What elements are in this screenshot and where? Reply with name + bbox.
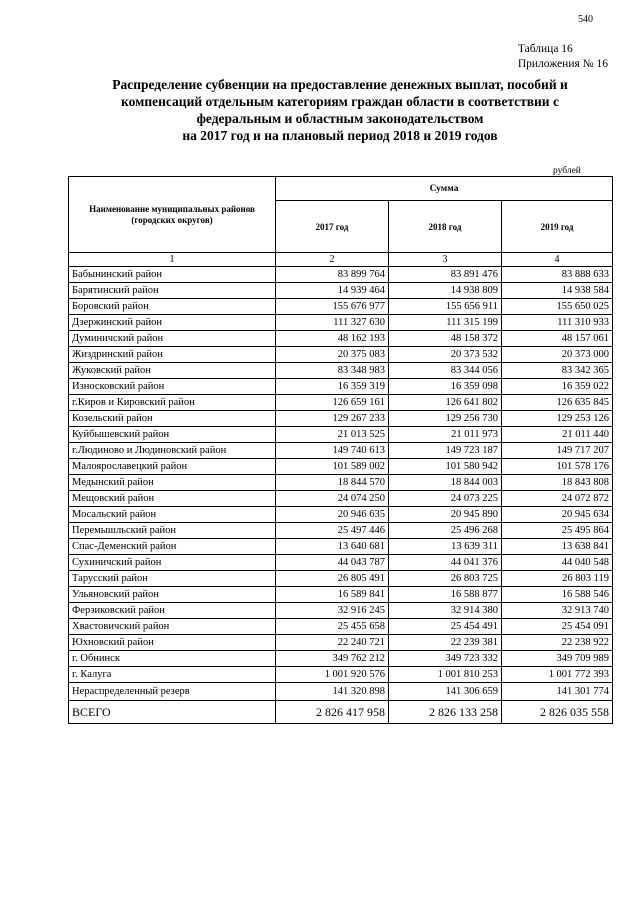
value-2017: 24 074 250 (276, 491, 389, 507)
value-2019: 22 238 922 (502, 635, 613, 651)
value-2017: 16 359 319 (276, 379, 389, 395)
value-2018: 101 580 942 (389, 459, 502, 475)
value-2017: 25 455 658 (276, 619, 389, 635)
value-2017: 83 348 983 (276, 363, 389, 379)
table-body (69, 267, 613, 683)
row-name: Жуковский район (69, 363, 276, 379)
value-2018: 20 373 532 (389, 347, 502, 363)
table-row (69, 571, 613, 587)
value-2019: 141 301 774 (502, 683, 613, 701)
table-row (69, 651, 613, 667)
row-name: Бабынинский район (69, 267, 276, 283)
value-2018: 155 656 911 (389, 299, 502, 315)
value-2017: 126 659 161 (276, 395, 389, 411)
row-name: Жиздринский район (69, 347, 276, 363)
value-2018: 22 239 381 (389, 635, 502, 651)
table-row (69, 411, 613, 427)
column-number: 2 (276, 253, 389, 267)
row-name: г. Калуга (69, 667, 276, 683)
table-row (69, 459, 613, 475)
value-2018: 13 639 311 (389, 539, 502, 555)
value-2018: 25 454 491 (389, 619, 502, 635)
table-row (69, 587, 613, 603)
value-2019: 16 359 022 (502, 379, 613, 395)
value-2017: 21 013 525 (276, 427, 389, 443)
value-2018: 16 359 098 (389, 379, 502, 395)
row-name: г.Киров и Кировский район (69, 395, 276, 411)
value-2017: 25 497 446 (276, 523, 389, 539)
value-2018: 83 891 476 (389, 267, 502, 283)
table-row (69, 555, 613, 571)
value-2019: 20 945 634 (502, 507, 613, 523)
value-2019: 18 843 808 (502, 475, 613, 491)
value-2017: 48 162 193 (276, 331, 389, 347)
table-row (69, 283, 613, 299)
value-2017: 22 240 721 (276, 635, 389, 651)
value-2017: 2 826 417 958 (276, 701, 389, 724)
appendix-label: Приложения № 16 (517, 58, 608, 70)
row-name: г. Обнинск (69, 651, 276, 667)
title-line: федеральным и областным законодательством (196, 111, 484, 126)
value-2019: 25 454 091 (502, 619, 613, 635)
value-2017: 18 844 570 (276, 475, 389, 491)
row-name: Куйбышевский район (69, 427, 276, 443)
value-2017: 20 375 083 (276, 347, 389, 363)
document-title (60, 76, 620, 144)
row-name: Юхновский район (69, 635, 276, 651)
row-name: Износковский район (69, 379, 276, 395)
table-row (69, 603, 613, 619)
table-row (69, 619, 613, 635)
table-row (69, 507, 613, 523)
value-2019: 129 253 126 (502, 411, 613, 427)
unit-label: рублей (553, 166, 581, 176)
value-2018: 21 011 973 (389, 427, 502, 443)
value-2018: 44 041 376 (389, 555, 502, 571)
table-row (69, 539, 613, 555)
value-2018: 16 588 877 (389, 587, 502, 603)
value-2018: 26 803 725 (389, 571, 502, 587)
value-2017: 83 899 764 (276, 267, 389, 283)
value-2017: 1 001 920 576 (276, 667, 389, 683)
column-header-name: Наименование муниципальных районов (городских округов) (69, 177, 276, 253)
row-name: Малоярославецкий район (69, 459, 276, 475)
value-2019: 126 635 845 (502, 395, 613, 411)
value-2017: 149 740 613 (276, 443, 389, 459)
page-number: 540 (578, 14, 593, 25)
row-name: г.Людиново и Людиновский район (69, 443, 276, 459)
table-row (69, 267, 613, 283)
row-name: Тарусский район (69, 571, 276, 587)
title-line: Распределение субвенции на предоставление денежных выплат, пособий и (112, 77, 568, 92)
table-row (69, 491, 613, 507)
row-name: ВСЕГО (69, 701, 276, 724)
value-2018: 141 306 659 (389, 683, 502, 701)
value-2019: 48 157 061 (502, 331, 613, 347)
value-2018: 14 938 809 (389, 283, 502, 299)
value-2018: 111 315 199 (389, 315, 502, 331)
value-2019: 21 011 440 (502, 427, 613, 443)
value-2019: 111 310 933 (502, 315, 613, 331)
value-2019: 101 578 176 (502, 459, 613, 475)
value-2019: 349 709 989 (502, 651, 613, 667)
table-row (69, 363, 613, 379)
value-2017: 349 762 212 (276, 651, 389, 667)
table-row (69, 427, 613, 443)
row-name: Спас-Деменский район (69, 539, 276, 555)
value-2019: 83 888 633 (502, 267, 613, 283)
value-2019: 24 072 872 (502, 491, 613, 507)
table-row (69, 299, 613, 315)
table-reference (518, 42, 608, 72)
row-name: Дзержинский район (69, 315, 276, 331)
title-line: компенсаций отдельным категориям граждан области в соответствии с (121, 94, 559, 109)
value-2018: 126 641 802 (389, 395, 502, 411)
row-name: Мещовский район (69, 491, 276, 507)
value-2017: 155 676 977 (276, 299, 389, 315)
value-2019: 25 495 864 (502, 523, 613, 539)
value-2019: 16 588 546 (502, 587, 613, 603)
value-2017: 101 589 002 (276, 459, 389, 475)
title-line: на 2017 год и на плановый период 2018 и 2019 годов (182, 128, 498, 143)
row-name: Нераспределенный резерв (69, 683, 276, 701)
table-row (69, 331, 613, 347)
value-2018: 48 158 372 (389, 331, 502, 347)
reserve-row (69, 683, 613, 701)
column-header-2017: 2017 год (276, 201, 389, 253)
value-2017: 141 320 898 (276, 683, 389, 701)
value-2017: 16 589 841 (276, 587, 389, 603)
value-2018: 1 001 810 253 (389, 667, 502, 683)
value-2019: 13 638 841 (502, 539, 613, 555)
column-header-sum: Сумма (276, 177, 613, 201)
value-2017: 13 640 681 (276, 539, 389, 555)
table-row (69, 635, 613, 651)
value-2019: 26 803 119 (502, 571, 613, 587)
value-2018: 24 073 225 (389, 491, 502, 507)
value-2018: 18 844 003 (389, 475, 502, 491)
value-2018: 32 914 380 (389, 603, 502, 619)
value-2017: 111 327 630 (276, 315, 389, 331)
table-row (69, 443, 613, 459)
value-2017: 44 043 787 (276, 555, 389, 571)
value-2018: 83 344 056 (389, 363, 502, 379)
row-name: Боровский район (69, 299, 276, 315)
column-header-2019: 2019 год (502, 201, 613, 253)
table-label: Таблица 16 (517, 43, 573, 55)
value-2019: 155 650 025 (502, 299, 613, 315)
value-2017: 20 946 635 (276, 507, 389, 523)
table-row (69, 667, 613, 683)
value-2017: 32 916 245 (276, 603, 389, 619)
table-row (69, 395, 613, 411)
row-name: Козельский район (69, 411, 276, 427)
table-row (69, 475, 613, 491)
row-name: Перемышльский район (69, 523, 276, 539)
value-2018: 149 723 187 (389, 443, 502, 459)
value-2017: 14 939 464 (276, 283, 389, 299)
column-number: 4 (502, 253, 613, 267)
value-2019: 2 826 035 558 (502, 701, 613, 724)
row-name: Ульяновский район (69, 587, 276, 603)
value-2019: 14 938 584 (502, 283, 613, 299)
value-2018: 25 496 268 (389, 523, 502, 539)
table-row (69, 379, 613, 395)
value-2018: 129 256 730 (389, 411, 502, 427)
subvention-table (68, 176, 613, 724)
row-name: Хвастовичский район (69, 619, 276, 635)
value-2019: 44 040 548 (502, 555, 613, 571)
value-2019: 149 717 207 (502, 443, 613, 459)
value-2019: 1 001 772 393 (502, 667, 613, 683)
total-row (69, 701, 613, 724)
row-name: Ферзиковский район (69, 603, 276, 619)
column-header-2018: 2018 год (389, 201, 502, 253)
row-name: Мосальский район (69, 507, 276, 523)
value-2017: 129 267 233 (276, 411, 389, 427)
value-2019: 83 342 365 (502, 363, 613, 379)
column-number: 1 (69, 253, 276, 267)
table-row (69, 315, 613, 331)
value-2019: 20 373 000 (502, 347, 613, 363)
table-row (69, 347, 613, 363)
row-name: Медынский район (69, 475, 276, 491)
row-name: Сухиничский район (69, 555, 276, 571)
value-2019: 32 913 740 (502, 603, 613, 619)
column-number: 3 (389, 253, 502, 267)
value-2018: 349 723 332 (389, 651, 502, 667)
value-2018: 20 945 890 (389, 507, 502, 523)
value-2017: 26 805 491 (276, 571, 389, 587)
value-2018: 2 826 133 258 (389, 701, 502, 724)
row-name: Думиничский район (69, 331, 276, 347)
row-name: Барятинский район (69, 283, 276, 299)
table-row (69, 523, 613, 539)
